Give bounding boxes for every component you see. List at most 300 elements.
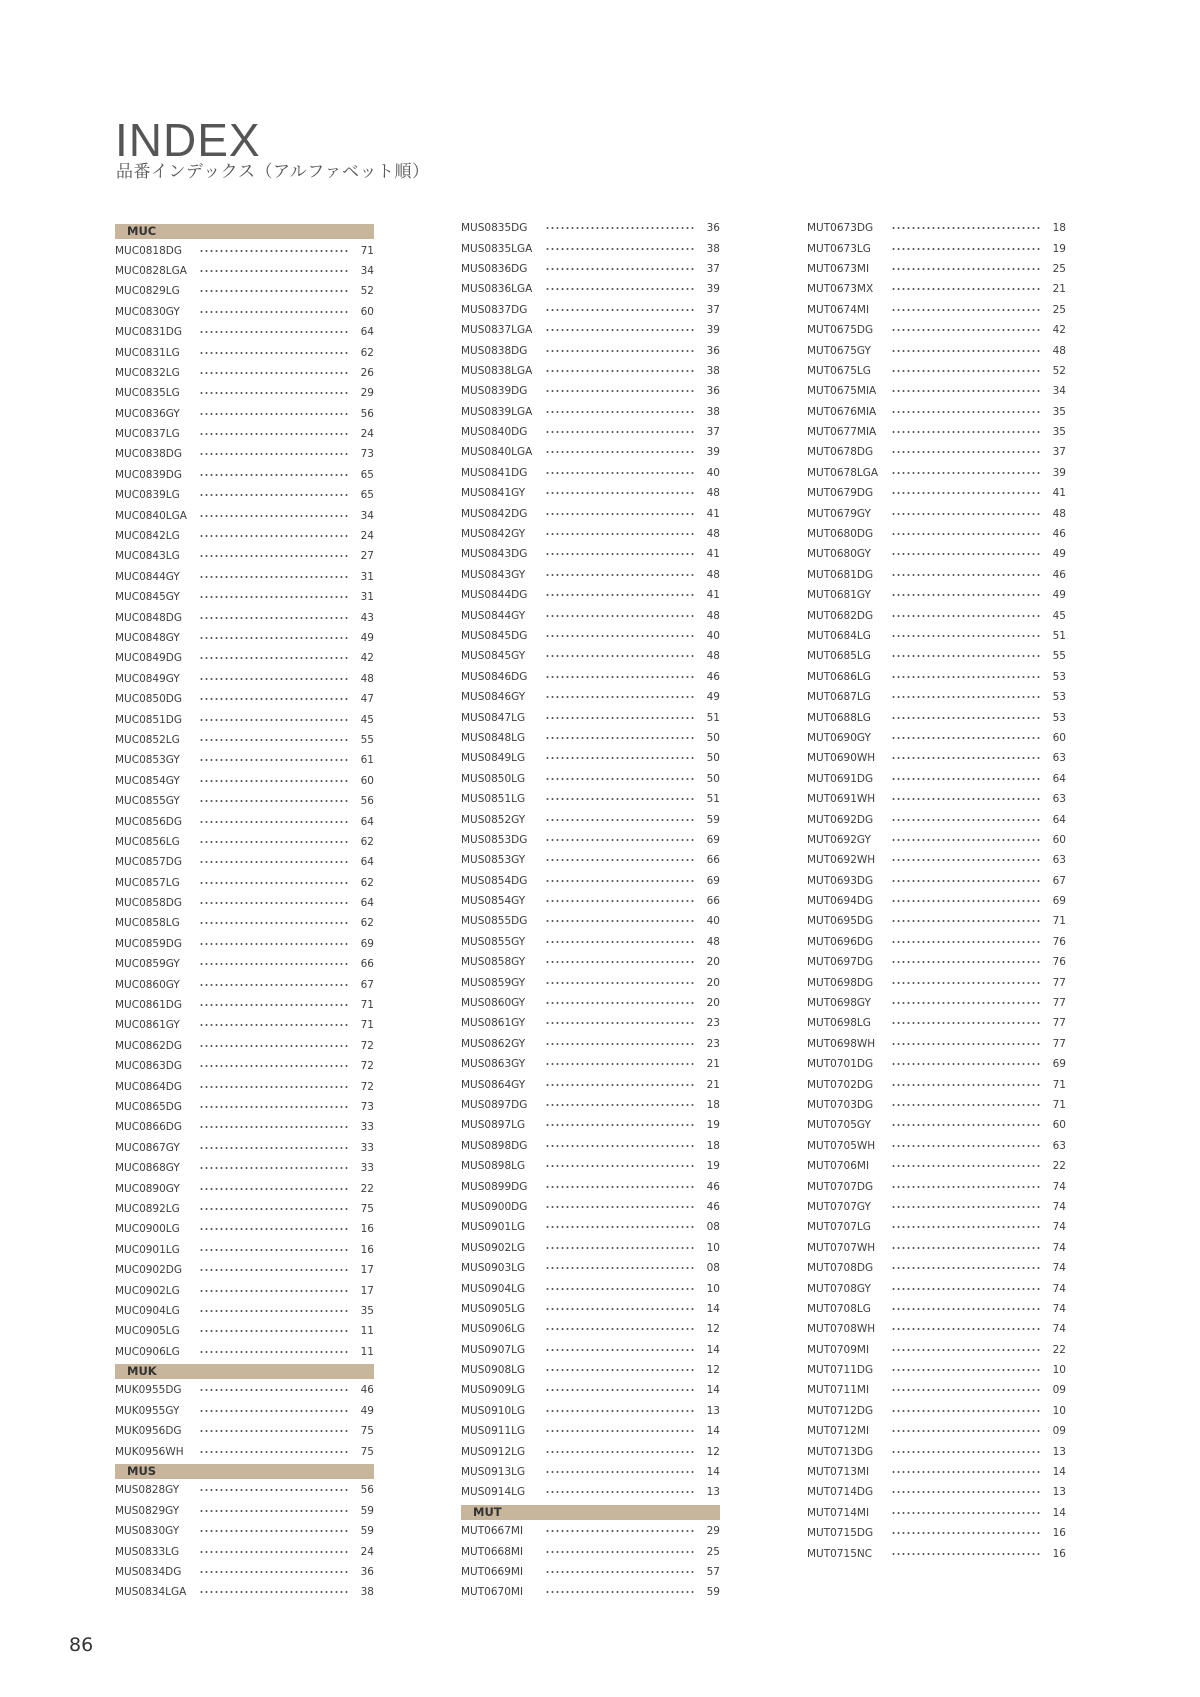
dot-leader bbox=[199, 1045, 350, 1047]
page-reference: 60 bbox=[1052, 833, 1066, 846]
product-code: MUS0838DG bbox=[461, 344, 528, 357]
index-entry bbox=[115, 1260, 374, 1280]
dot-leader bbox=[545, 309, 696, 311]
product-code: MUS0834DG bbox=[115, 1565, 182, 1578]
page-reference: 69 bbox=[1052, 1058, 1066, 1071]
index-entry bbox=[115, 1501, 374, 1521]
index-entry bbox=[115, 302, 374, 322]
index-entry bbox=[461, 605, 720, 625]
dot-leader bbox=[545, 431, 696, 433]
page-reference: 38 bbox=[360, 1586, 374, 1599]
index-entry bbox=[461, 891, 720, 911]
index-entry bbox=[115, 709, 374, 729]
product-code: MUC0892LG bbox=[115, 1202, 180, 1215]
dot-leader bbox=[199, 1126, 350, 1128]
product-code: MUC0845GY bbox=[115, 591, 180, 604]
product-code: MUC0859DG bbox=[115, 937, 183, 950]
page-reference: 20 bbox=[706, 976, 720, 989]
page-reference: 14 bbox=[706, 1466, 720, 1479]
index-entry bbox=[807, 218, 1066, 238]
section-header-bar bbox=[115, 1364, 374, 1379]
dot-leader bbox=[891, 1410, 1042, 1412]
product-code: MUT0706MI bbox=[807, 1160, 870, 1173]
dot-leader bbox=[545, 1247, 696, 1249]
index-entry bbox=[807, 1401, 1066, 1421]
index-entry bbox=[115, 1582, 374, 1602]
product-code: MUS0844GY bbox=[461, 609, 526, 622]
product-code: MUC0831DG bbox=[115, 326, 183, 339]
page-reference: 43 bbox=[360, 611, 374, 624]
product-code: MUC0862DG bbox=[115, 1039, 183, 1052]
page-reference: 52 bbox=[360, 285, 374, 298]
dot-leader bbox=[199, 250, 350, 252]
index-entry bbox=[461, 1541, 720, 1561]
dot-leader bbox=[545, 1591, 696, 1593]
dot-leader bbox=[891, 1226, 1042, 1228]
index-entry bbox=[807, 1380, 1066, 1400]
page-reference: 69 bbox=[706, 874, 720, 887]
product-code: MUT0686LG bbox=[807, 670, 871, 683]
product-code: MUT0681GY bbox=[807, 589, 871, 602]
page-reference: 36 bbox=[706, 344, 720, 357]
dot-leader bbox=[199, 1430, 350, 1432]
index-entry bbox=[807, 442, 1066, 462]
product-code: MUT0707DG bbox=[807, 1180, 874, 1193]
product-code: MUS0836LGA bbox=[461, 283, 533, 296]
page-reference: 39 bbox=[706, 283, 720, 296]
product-code: MUT0713DG bbox=[807, 1445, 874, 1458]
dot-leader bbox=[891, 1532, 1042, 1534]
page-reference: 10 bbox=[1052, 1364, 1066, 1377]
dot-leader bbox=[891, 1328, 1042, 1330]
dot-leader bbox=[891, 329, 1042, 331]
index-entry bbox=[115, 628, 374, 648]
dot-leader bbox=[199, 780, 350, 782]
product-code: MUT0703DG bbox=[807, 1098, 874, 1111]
dot-leader bbox=[545, 1328, 696, 1330]
product-code: MUC0861DG bbox=[115, 999, 183, 1012]
dot-leader bbox=[891, 1063, 1042, 1065]
page-reference: 49 bbox=[1052, 548, 1066, 561]
dot-leader bbox=[891, 288, 1042, 290]
product-code: MUT0707GY bbox=[807, 1200, 871, 1213]
index-entry bbox=[461, 1582, 720, 1602]
page-reference: 37 bbox=[706, 303, 720, 316]
page-reference: 77 bbox=[1052, 976, 1066, 989]
section-header-label: MUT bbox=[473, 1504, 502, 1519]
dot-leader bbox=[891, 1430, 1042, 1432]
product-code: MUC0856DG bbox=[115, 815, 183, 828]
product-code: MUS0863GY bbox=[461, 1058, 526, 1071]
index-entry bbox=[807, 748, 1066, 768]
index-entry bbox=[115, 1097, 374, 1117]
index-entry bbox=[115, 1321, 374, 1341]
dot-leader bbox=[891, 1206, 1042, 1208]
product-code: MUC0863DG bbox=[115, 1060, 183, 1073]
dot-leader bbox=[891, 1491, 1042, 1493]
page-reference: 31 bbox=[360, 591, 374, 604]
index-entry bbox=[461, 626, 720, 646]
dot-leader bbox=[545, 451, 696, 453]
product-code: MUC0844GY bbox=[115, 570, 180, 583]
dot-leader bbox=[545, 676, 696, 678]
index-entry bbox=[115, 587, 374, 607]
dot-leader bbox=[545, 1145, 696, 1147]
dot-leader bbox=[199, 372, 350, 374]
page-reference: 37 bbox=[1052, 446, 1066, 459]
product-code: MUT0714DG bbox=[807, 1486, 874, 1499]
product-code: MUT0693DG bbox=[807, 874, 874, 887]
page-reference: 75 bbox=[360, 1445, 374, 1458]
product-code: MUS0846GY bbox=[461, 691, 526, 704]
dot-leader bbox=[545, 594, 696, 596]
index-entry bbox=[115, 1240, 374, 1260]
product-code: MUS0844DG bbox=[461, 589, 528, 602]
dot-leader bbox=[199, 596, 350, 598]
page-reference: 17 bbox=[360, 1284, 374, 1297]
page-reference: 26 bbox=[360, 366, 374, 379]
dot-leader bbox=[545, 839, 696, 841]
product-code: MUK0956WH bbox=[115, 1445, 184, 1458]
product-code: MUT0680DG bbox=[807, 528, 874, 541]
dot-leader bbox=[199, 698, 350, 700]
dot-leader bbox=[199, 515, 350, 517]
product-code: MUS0859GY bbox=[461, 976, 526, 989]
page-reference: 08 bbox=[706, 1262, 720, 1275]
product-code: MUS0835DG bbox=[461, 222, 528, 235]
index-entry bbox=[461, 972, 720, 992]
index-entry bbox=[115, 404, 374, 424]
page-reference: 34 bbox=[1052, 385, 1066, 398]
page-reference: 41 bbox=[1052, 487, 1066, 500]
product-code: MUS0858GY bbox=[461, 956, 526, 969]
product-code: MUT0675GY bbox=[807, 344, 871, 357]
page-reference: 73 bbox=[360, 448, 374, 461]
index-entry bbox=[461, 1462, 720, 1482]
page-reference: 25 bbox=[1052, 303, 1066, 316]
index-entry bbox=[807, 1197, 1066, 1217]
dot-leader bbox=[891, 900, 1042, 902]
product-code: MUS0864GY bbox=[461, 1078, 526, 1091]
product-code: MUS0903LG bbox=[461, 1262, 526, 1275]
product-code: MUC0849DG bbox=[115, 652, 183, 665]
product-code: MUC0843LG bbox=[115, 550, 180, 563]
dot-leader bbox=[545, 533, 696, 535]
page-reference: 62 bbox=[360, 917, 374, 930]
page-reference: 10 bbox=[706, 1282, 720, 1295]
product-code: MUK0955GY bbox=[115, 1404, 180, 1417]
dot-leader bbox=[545, 227, 696, 229]
page-reference: 42 bbox=[360, 652, 374, 665]
product-code: MUS0843DG bbox=[461, 548, 528, 561]
page-reference: 40 bbox=[706, 915, 720, 928]
dot-leader bbox=[545, 1267, 696, 1269]
dot-leader bbox=[199, 1571, 350, 1573]
product-code: MUC0828LGA bbox=[115, 264, 187, 277]
product-code: MUC0830GY bbox=[115, 305, 180, 318]
dot-leader bbox=[545, 737, 696, 739]
dot-leader bbox=[891, 390, 1042, 392]
product-code: MUC0857LG bbox=[115, 876, 180, 889]
product-code: MUC0829LG bbox=[115, 285, 180, 298]
product-code: MUT0670MI bbox=[461, 1586, 524, 1599]
page-reference: 40 bbox=[706, 466, 720, 479]
page-reference: 18 bbox=[1052, 222, 1066, 235]
page-reference: 25 bbox=[706, 1545, 720, 1558]
index-entry bbox=[807, 1013, 1066, 1033]
index-entry bbox=[115, 567, 374, 587]
dot-leader bbox=[891, 676, 1042, 678]
page-reference: 40 bbox=[706, 630, 720, 642]
index-entry bbox=[115, 342, 374, 362]
dot-leader bbox=[891, 839, 1042, 841]
product-code: MUT0673MX bbox=[807, 283, 874, 296]
product-code: MUC0840LGA bbox=[115, 509, 187, 522]
page-reference: 60 bbox=[360, 305, 374, 318]
index-entry bbox=[115, 689, 374, 709]
product-code: MUT0679GY bbox=[807, 507, 871, 520]
index-entry bbox=[807, 361, 1066, 381]
product-code: MUT0673DG bbox=[807, 222, 874, 235]
page-reference: 13 bbox=[1052, 1445, 1066, 1458]
page-reference: 52 bbox=[1052, 364, 1066, 377]
index-entry bbox=[461, 1482, 720, 1502]
page-reference: 14 bbox=[706, 1425, 720, 1438]
dot-leader bbox=[199, 270, 350, 272]
index-entry bbox=[807, 891, 1066, 911]
product-code: MUT0690GY bbox=[807, 731, 871, 744]
index-column-3 bbox=[807, 218, 1066, 1564]
product-code: MUS0847LG bbox=[461, 711, 526, 724]
page-reference: 77 bbox=[1052, 997, 1066, 1010]
dot-leader bbox=[891, 982, 1042, 984]
dot-leader bbox=[199, 1106, 350, 1108]
product-code: MUS0897LG bbox=[461, 1119, 526, 1132]
page-reference: 10 bbox=[706, 1241, 720, 1254]
product-code: MUS0848LG bbox=[461, 731, 526, 744]
product-code: MUC0905LG bbox=[115, 1325, 180, 1338]
product-code: MUC0855GY bbox=[115, 795, 180, 808]
dot-leader bbox=[199, 453, 350, 455]
page-reference: 48 bbox=[706, 935, 720, 948]
dot-leader bbox=[199, 841, 350, 843]
index-column-1 bbox=[115, 222, 374, 1603]
dot-leader bbox=[545, 1226, 696, 1228]
product-code: MUT0712DG bbox=[807, 1404, 874, 1417]
product-code: MUS0913LG bbox=[461, 1466, 526, 1479]
dot-leader bbox=[199, 331, 350, 333]
product-code: MUT0675DG bbox=[807, 324, 874, 337]
index-entry bbox=[115, 261, 374, 281]
page-reference: 34 bbox=[360, 509, 374, 522]
index-entry bbox=[807, 1217, 1066, 1237]
dot-leader bbox=[545, 615, 696, 617]
page-reference: 46 bbox=[706, 670, 720, 683]
index-entry bbox=[807, 1034, 1066, 1054]
dot-leader bbox=[199, 1208, 350, 1210]
product-code: MUC0842LG bbox=[115, 530, 180, 543]
index-entry bbox=[115, 424, 374, 444]
index-entry bbox=[807, 1543, 1066, 1563]
page-reference: 18 bbox=[706, 1139, 720, 1152]
page-reference: 74 bbox=[1052, 1302, 1066, 1315]
dot-leader bbox=[199, 1269, 350, 1271]
product-code: MUT0714MI bbox=[807, 1506, 870, 1519]
product-code: MUS0855GY bbox=[461, 935, 526, 948]
dot-leader bbox=[891, 1369, 1042, 1371]
index-entry bbox=[115, 1219, 374, 1239]
page-reference: 64 bbox=[1052, 813, 1066, 826]
page-number: 86 bbox=[69, 1634, 94, 1656]
index-entry bbox=[461, 1299, 720, 1319]
page-reference: 19 bbox=[706, 1160, 720, 1173]
dot-leader bbox=[891, 1043, 1042, 1045]
dot-leader bbox=[545, 1104, 696, 1106]
page-reference: 35 bbox=[1052, 405, 1066, 418]
index-entry bbox=[461, 565, 720, 585]
page-reference: 42 bbox=[1052, 324, 1066, 337]
dot-leader bbox=[545, 900, 696, 902]
dot-leader bbox=[891, 411, 1042, 413]
page-reference: 41 bbox=[706, 548, 720, 561]
page-reference: 35 bbox=[360, 1304, 374, 1317]
dot-leader bbox=[545, 1530, 696, 1532]
index-entry bbox=[115, 1562, 374, 1582]
product-code: MUT0679DG bbox=[807, 487, 874, 500]
page-reference: 08 bbox=[706, 1221, 720, 1234]
page-reference: 23 bbox=[706, 1037, 720, 1050]
page-reference: 55 bbox=[1052, 650, 1066, 663]
product-code: MUC0836GY bbox=[115, 407, 180, 420]
dot-leader bbox=[199, 637, 350, 639]
index-entry bbox=[807, 279, 1066, 299]
page-reference: 71 bbox=[1052, 1098, 1066, 1111]
dot-leader bbox=[545, 1430, 696, 1432]
product-code: MUC0890GY bbox=[115, 1182, 180, 1195]
index-entry bbox=[807, 1054, 1066, 1074]
product-code: MUT0680GY bbox=[807, 548, 871, 561]
index-entry bbox=[461, 1013, 720, 1033]
dot-leader bbox=[545, 1551, 696, 1553]
page-reference: 67 bbox=[360, 978, 374, 991]
index-entry bbox=[807, 626, 1066, 646]
index-entry bbox=[461, 789, 720, 809]
dot-leader bbox=[545, 1369, 696, 1371]
index-entry bbox=[807, 1421, 1066, 1441]
page-reference: 14 bbox=[706, 1343, 720, 1356]
index-entry bbox=[115, 1541, 374, 1561]
product-code: MUS0898DG bbox=[461, 1139, 528, 1152]
dot-leader bbox=[545, 1389, 696, 1391]
index-entry bbox=[807, 932, 1066, 952]
page-reference: 37 bbox=[706, 426, 720, 439]
page-reference: 11 bbox=[360, 1345, 374, 1358]
section-header-bar bbox=[115, 1464, 374, 1479]
index-entry bbox=[115, 934, 374, 954]
dot-leader bbox=[891, 1124, 1042, 1126]
dot-leader bbox=[891, 1247, 1042, 1249]
index-entry bbox=[807, 1319, 1066, 1339]
index-entry bbox=[807, 911, 1066, 931]
dot-leader bbox=[545, 492, 696, 494]
page-reference: 74 bbox=[1052, 1262, 1066, 1275]
dot-leader bbox=[199, 576, 350, 578]
page-reference: 51 bbox=[706, 793, 720, 806]
product-code: MUS0839LGA bbox=[461, 405, 533, 418]
dot-leader bbox=[545, 472, 696, 474]
page-reference: 14 bbox=[1052, 1506, 1066, 1519]
page-reference: 11 bbox=[360, 1325, 374, 1338]
dot-leader bbox=[199, 311, 350, 313]
page-reference: 63 bbox=[1052, 1139, 1066, 1152]
dot-leader bbox=[891, 431, 1042, 433]
product-code: MUT0707WH bbox=[807, 1241, 876, 1254]
product-code: MUS0840LGA bbox=[461, 446, 533, 459]
product-code: MUC0864DG bbox=[115, 1080, 183, 1093]
index-entry bbox=[461, 707, 720, 727]
page-reference: 48 bbox=[706, 487, 720, 500]
product-code: MUT0707LG bbox=[807, 1221, 871, 1234]
dot-leader bbox=[199, 494, 350, 496]
page-reference: 18 bbox=[706, 1098, 720, 1111]
dot-leader bbox=[891, 1186, 1042, 1188]
product-code: MUS0908LG bbox=[461, 1364, 526, 1377]
dot-leader bbox=[199, 1551, 350, 1553]
page-reference: 55 bbox=[360, 733, 374, 746]
product-code: MUT0708LG bbox=[807, 1302, 871, 1315]
dot-leader bbox=[891, 227, 1042, 229]
page-reference: 74 bbox=[1052, 1221, 1066, 1234]
index-entry bbox=[115, 1401, 374, 1421]
product-code: MUT0702DG bbox=[807, 1078, 874, 1091]
dot-leader bbox=[545, 411, 696, 413]
section-header-label: MUC bbox=[127, 224, 157, 238]
product-code: MUC0854GY bbox=[115, 774, 180, 787]
dot-leader bbox=[199, 1065, 350, 1067]
index-entry bbox=[461, 381, 720, 401]
dot-leader bbox=[891, 961, 1042, 963]
dot-leader bbox=[891, 1389, 1042, 1391]
dot-leader bbox=[545, 757, 696, 759]
product-code: MUT0684LG bbox=[807, 630, 871, 642]
product-code: MUS0836DG bbox=[461, 262, 528, 275]
index-entry bbox=[461, 279, 720, 299]
product-code: MUT0667MI bbox=[461, 1525, 524, 1538]
index-entry bbox=[115, 771, 374, 791]
page-reference: 33 bbox=[360, 1121, 374, 1134]
product-code: MUT0698WH bbox=[807, 1037, 876, 1050]
dot-leader bbox=[891, 472, 1042, 474]
product-code: MUT0711DG bbox=[807, 1364, 874, 1377]
product-code: MUT0691DG bbox=[807, 772, 874, 785]
dot-leader bbox=[545, 1410, 696, 1412]
page-reference: 74 bbox=[1052, 1323, 1066, 1336]
page-reference: 64 bbox=[360, 815, 374, 828]
index-entry bbox=[807, 707, 1066, 727]
index-entry bbox=[461, 402, 720, 422]
dot-leader bbox=[199, 1330, 350, 1332]
page-reference: 14 bbox=[706, 1384, 720, 1397]
index-entry bbox=[461, 1034, 720, 1054]
index-entry bbox=[115, 1015, 374, 1035]
page-reference: 69 bbox=[1052, 895, 1066, 908]
index-entry bbox=[115, 730, 374, 750]
dot-leader bbox=[891, 594, 1042, 596]
page-reference: 53 bbox=[1052, 691, 1066, 704]
page-reference: 74 bbox=[1052, 1241, 1066, 1254]
page-reference: 48 bbox=[706, 609, 720, 622]
page-reference: 12 bbox=[706, 1445, 720, 1458]
